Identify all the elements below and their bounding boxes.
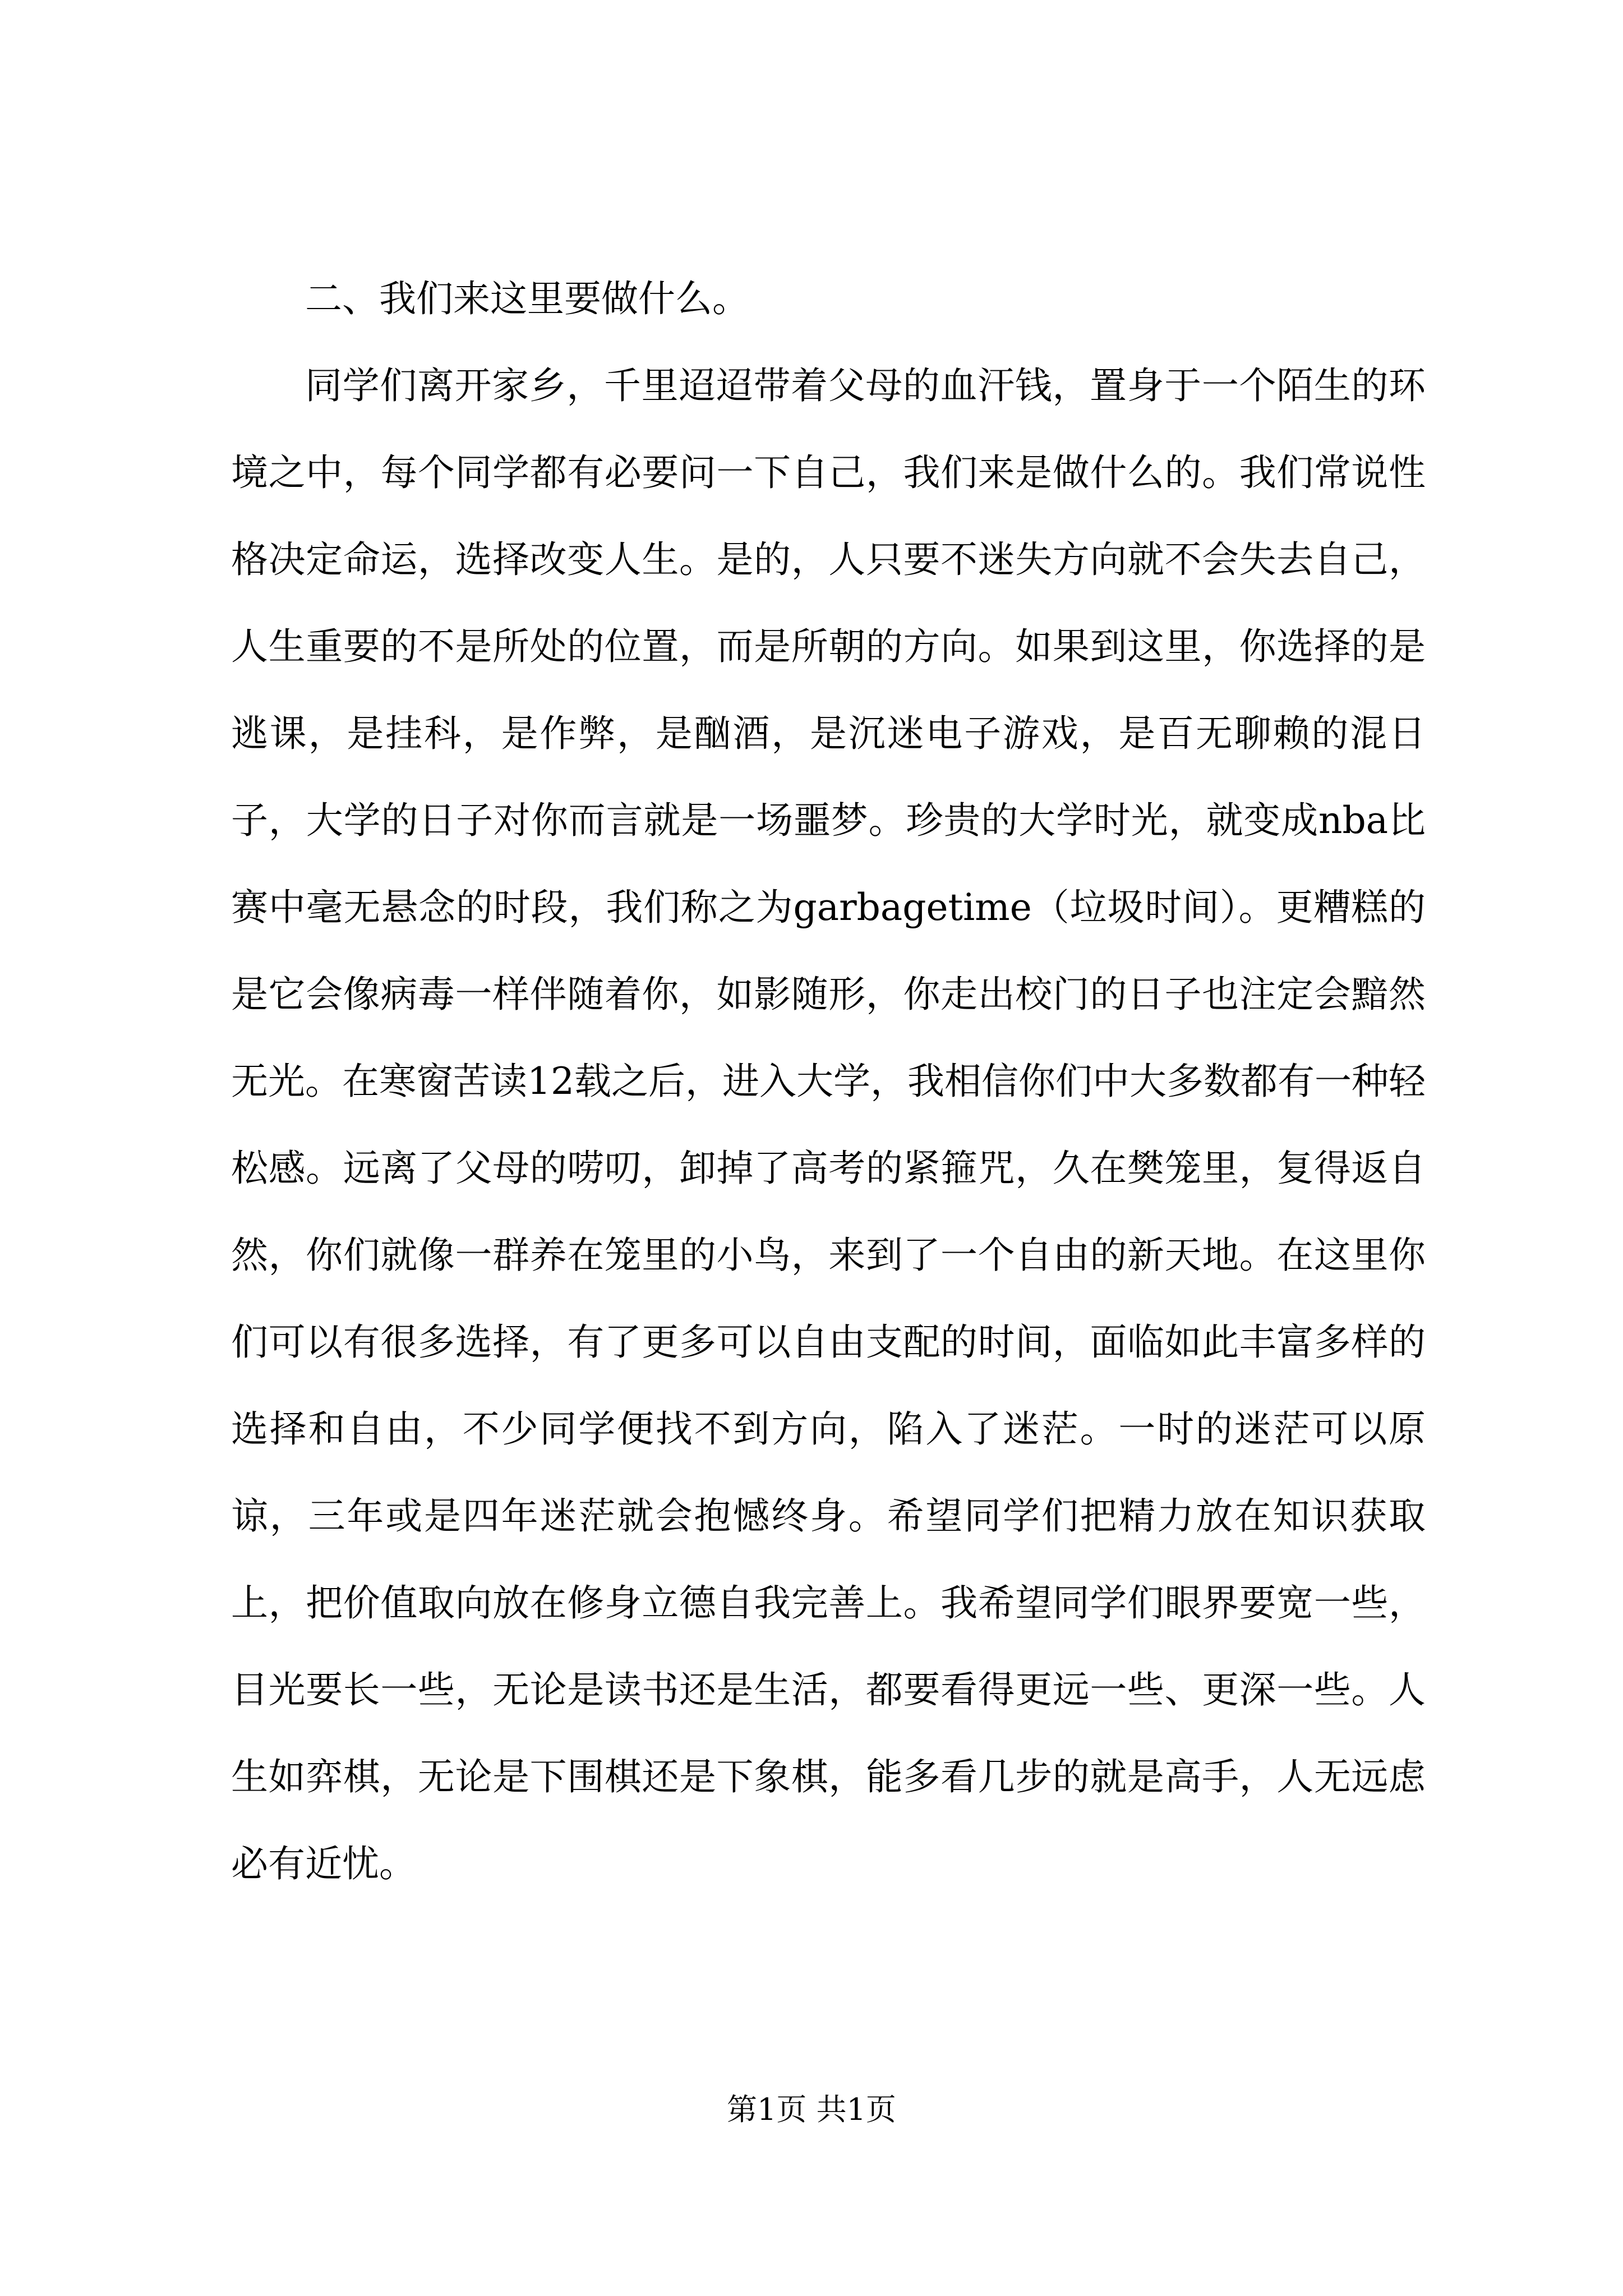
page-number-label: 第1页 共1页 xyxy=(727,2092,896,2127)
section-heading: 二、我们来这里要做什么。 xyxy=(305,277,749,320)
body-paragraph: 同学们离开家乡，千里迢迢带着父母的血汗钱，置身于一个陌生的环境之中，每个同学都有必要问一下自己，我们来是做什么的。我们常说性格决定命运，选择改变人生。是的，人只要不迷失方向就不会失去自己，人生重要的不是所处的位置，而是所朝的方向。如果到这里，你选择的是逃课，是挂科，是作弊，是酗酒，是沉迷电子游戏，是百无聊赖的混日子，大学的日子对你而言就是一场噩梦。珍贵的大学时光，就变成nba比赛中毫无悬念的时段，我们称之为garbagetime（垃圾时间）。更糟糕的是它会像病毒一样伴随着你，如影随形，你走出校门的日子也注定会黯然无光。在寒窗苦读12载之后，进入大学，我相信你们中大多数都有一种轻松感。远离了父母的唠叨，卸掉了高考的紧箍咒，久在樊笼里，复得返自然，你们就像一群养在笼里的小鸟，来到了一个自由的新天地。在这里你们可以有很多选择，有了更多可以自由支配的时间，面临如此丰富多样的选择和自由，不少同学便找不到方向，陷入了迷茫。一时的迷茫可以原谅，三年或是四年迷茫就会抱憾终身。希望同学们把精力放在知识获取上，把价值取向放在修身立德自我完善上。我希望同学们眼界要宽一些，目光要长一些，无论是读书还是生活，都要看得更远一些、更深一些。人生如弈棋，无论是下围棋还是下象棋，能多看几步的就是高手，人无远虑必有近忧。 xyxy=(231,364,1426,1885)
page-footer xyxy=(0,2090,1623,2129)
document-body xyxy=(231,255,1426,1907)
